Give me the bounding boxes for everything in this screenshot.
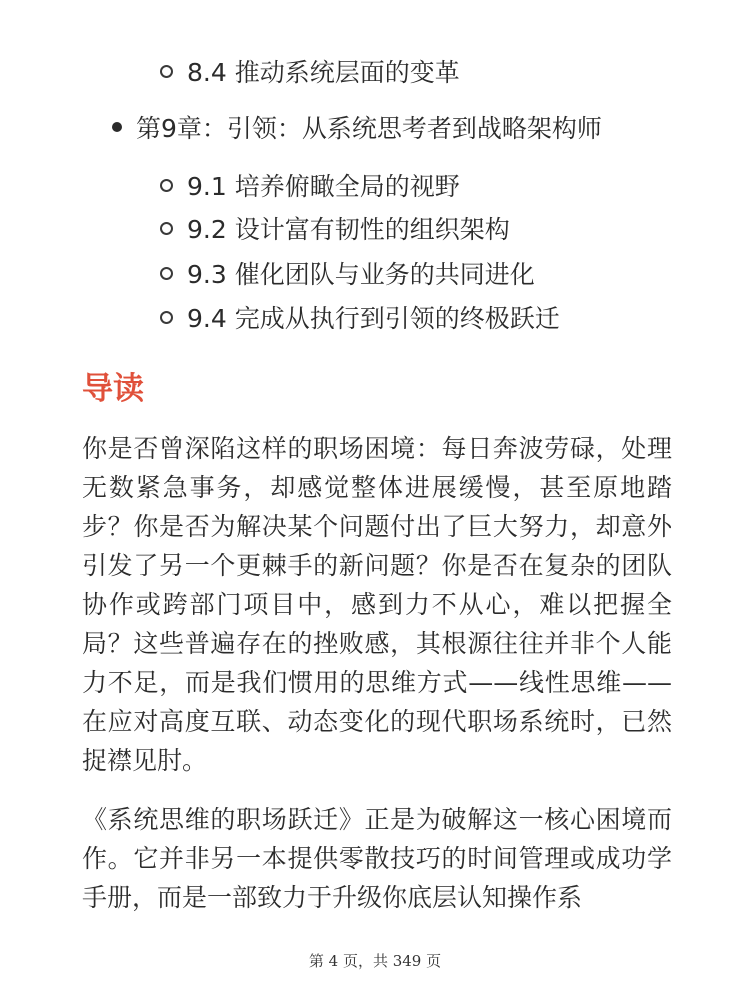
hollow-bullet-icon: [160, 65, 173, 78]
toc-chapter-9-label: 第9章：引领：从系统思考者到战略架构师: [136, 114, 602, 143]
toc-item-9-4: [160, 302, 560, 336]
solid-bullet-icon: [112, 122, 122, 132]
hollow-bullet-icon: [160, 179, 173, 192]
toc-item-9-4-label: 9.4 完成从执行到引领的终极跃迁: [187, 304, 560, 333]
toc-item-9-2-label: 9.2 设计富有韧性的组织架构: [187, 215, 510, 244]
section-heading: 导读: [82, 371, 144, 407]
toc-item-8-4-label: 8.4 推动系统层面的变革: [187, 58, 460, 87]
toc-item-8-4: [160, 56, 460, 90]
hollow-bullet-icon: [160, 267, 173, 280]
toc-item-9-3-label: 9.3 催化团队与业务的共同进化: [187, 260, 535, 289]
toc-item-9-2: [160, 213, 510, 247]
toc-chapter-9: [112, 112, 602, 146]
toc-item-9-1: [160, 170, 460, 204]
body-paragraph-1: 你是否曾深陷这样的职场困境：每日奔波劳碌，处理无数紧急事务，却感觉整体进展缓慢，甚至原地踏步？你是否为解决某个问题付出了巨大努力，却意外引发了另一个更棘手的新问题？你是否在复杂的团队协作或跨部门项目中，感到力不从心，难以把握全局？这些普遍存在的挫败感，其根源往往并非个人能力不足，而是我们惯用的思维方式——线性思维——在应对高度互联、动态变化的现代职场系统时，已然捉襟见肘。: [82, 434, 672, 775]
hollow-bullet-icon: [160, 311, 173, 324]
body-paragraph-2: 《系统思维的职场跃迁》正是为破解这一核心困境而作。它并非另一本提供零散技巧的时间管理或成功学手册，而是一部致力于升级你底层认知操作系: [82, 805, 672, 912]
toc-item-9-1-label: 9.1 培养俯瞰全局的视野: [187, 172, 460, 201]
page-number-footer: 第 4 页，共 349 页: [308, 952, 442, 970]
toc-item-9-3: [160, 258, 535, 292]
hollow-bullet-icon: [160, 222, 173, 235]
